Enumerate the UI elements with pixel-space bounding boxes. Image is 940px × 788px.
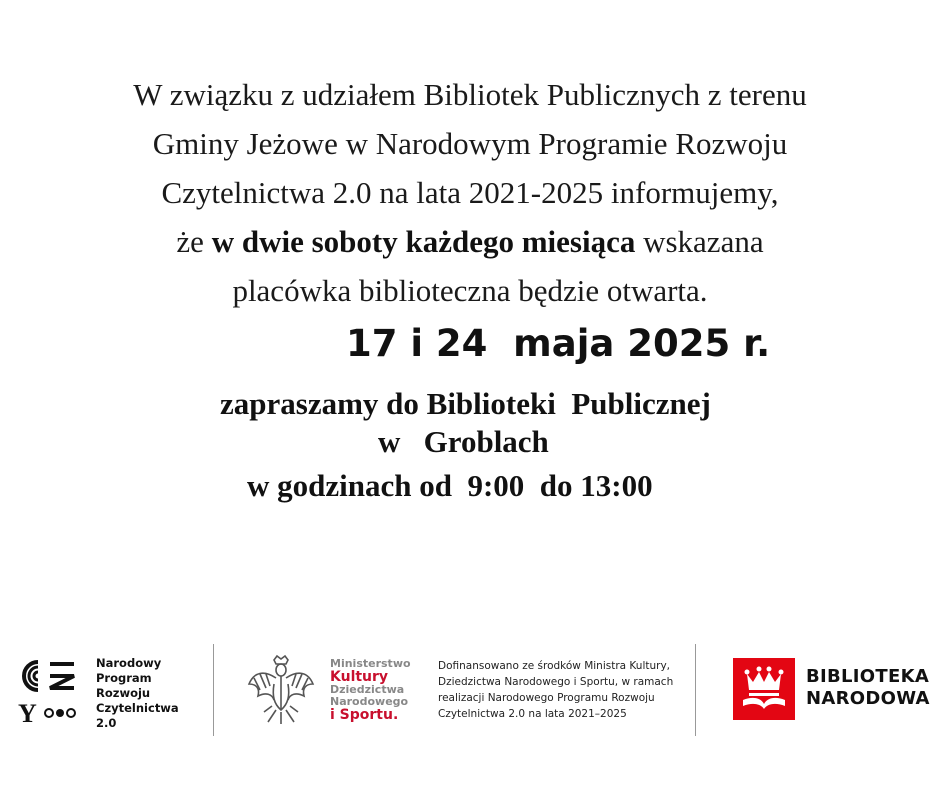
- intro-line: Gminy Jeżowe w Narodowym Programie Rozwoju: [152, 126, 788, 161]
- npr-logo-icon: [16, 656, 80, 724]
- cofunding-line: Dofinansowano ze środków Ministra Kultury,: [438, 660, 671, 672]
- bn-line: NARODOWA: [806, 688, 930, 709]
- bn-line: BIBLIOTEKA: [806, 666, 930, 687]
- invite-line: zapraszamy do Biblioteki Publicznej: [220, 386, 711, 421]
- npr-name-line: 2.0: [96, 716, 117, 730]
- cofunding-line: Dziedzictwa Narodowego i Sportu, w ramach: [438, 676, 674, 688]
- biblioteka-narodowa-name: [806, 666, 930, 710]
- npr-name-line: Czytelnictwa: [96, 701, 179, 715]
- invite-line: w Groblach: [378, 424, 549, 459]
- intro-emphasis: w dwie soboty każdego miesiąca: [211, 224, 636, 259]
- npr-name-line: Narodowy: [96, 656, 162, 670]
- npr-name-line: Program: [96, 671, 152, 685]
- intro-line: Czytelnictwa 2.0 na lata 2021-2025 informujemy,: [161, 175, 779, 210]
- ministry-line: Narodowego: [330, 695, 409, 708]
- biblioteka-narodowa-logo-icon: [733, 658, 795, 720]
- intro-line: placówka biblioteczna będzie otwarta.: [232, 273, 708, 308]
- cofunding-note: [438, 658, 678, 722]
- ministry-line: Ministerstwo: [330, 657, 411, 670]
- ministry-line: Kultury: [330, 669, 389, 685]
- ministry-line: Dziedzictwa: [330, 683, 405, 696]
- invite-hours: w godzinach od 9:00 do 13:00: [247, 468, 653, 503]
- divider: [213, 644, 214, 736]
- cofunding-line: Czytelnictwa 2.0 na lata 2021–2025: [438, 708, 627, 720]
- ministry-line: i Sportu.: [330, 707, 399, 723]
- intro-line: W związku z udziałem Bibliotek Publicznych z terenu: [133, 77, 807, 112]
- cofunding-line: realizacji Narodowego Programu Rozwoju: [438, 692, 655, 704]
- intro-text: wskazana: [643, 224, 764, 259]
- npr-logo-letter: Y: [18, 699, 37, 724]
- intro-paragraph: [40, 70, 900, 315]
- event-date: 17 i 24 maja 2025 r.: [346, 322, 771, 365]
- ministry-name: [330, 658, 411, 722]
- npr-name: [96, 656, 179, 731]
- intro-text: że: [176, 224, 204, 259]
- intro-line: [40, 217, 900, 266]
- eagle-emblem-icon: [246, 654, 316, 726]
- npr-name-line: Rozwoju: [96, 686, 151, 700]
- footer-logos: [0, 640, 940, 740]
- divider: [695, 644, 696, 736]
